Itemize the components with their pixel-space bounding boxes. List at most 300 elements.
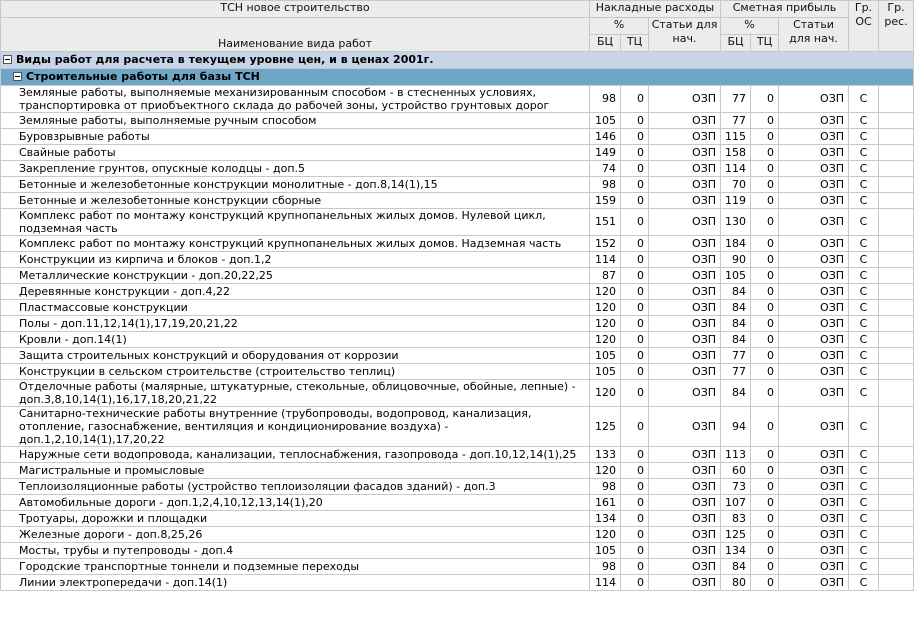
overhead-bc-cell[interactable]: 120 xyxy=(590,380,621,407)
gr-os-cell[interactable]: С xyxy=(849,407,879,447)
overhead-tc-cell[interactable]: 0 xyxy=(621,407,649,447)
gr-res-cell[interactable] xyxy=(879,113,914,129)
gr-os-cell[interactable]: С xyxy=(849,348,879,364)
gr-res-cell[interactable] xyxy=(879,129,914,145)
gr-os-cell[interactable]: С xyxy=(849,300,879,316)
overhead-articles-cell[interactable]: ОЗП xyxy=(649,284,721,300)
profit-bc-cell[interactable]: 84 xyxy=(721,316,751,332)
row-name[interactable]: Кровли - доп.14(1) xyxy=(1,332,590,348)
profit-bc-cell[interactable]: 125 xyxy=(721,527,751,543)
overhead-bc-cell[interactable]: 120 xyxy=(590,284,621,300)
overhead-tc-cell[interactable]: 0 xyxy=(621,252,649,268)
profit-tc-cell[interactable]: 0 xyxy=(751,479,779,495)
overhead-bc-cell[interactable]: 146 xyxy=(590,129,621,145)
overhead-articles-cell[interactable]: ОЗП xyxy=(649,479,721,495)
profit-tc-cell[interactable]: 0 xyxy=(751,284,779,300)
table-row[interactable] xyxy=(1,495,914,511)
row-name[interactable]: Комплекс работ по монтажу конструкций крупнопанельных жилых домов. Надземная часть xyxy=(1,236,590,252)
row-name[interactable]: Конструкции из кирпича и блоков - доп.1,2 xyxy=(1,252,590,268)
profit-articles-cell[interactable]: ОЗП xyxy=(779,380,849,407)
table-row[interactable] xyxy=(1,161,914,177)
profit-articles-cell[interactable]: ОЗП xyxy=(779,252,849,268)
gr-res-cell[interactable] xyxy=(879,447,914,463)
profit-tc-cell[interactable]: 0 xyxy=(751,559,779,575)
row-name[interactable]: Тротуары, дорожки и площадки xyxy=(1,511,590,527)
header-overhead-tc[interactable]: ТЦ xyxy=(621,35,649,52)
overhead-bc-cell[interactable]: 120 xyxy=(590,463,621,479)
row-name[interactable]: Полы - доп.11,12,14(1),17,19,20,21,22 xyxy=(1,316,590,332)
gr-res-cell[interactable] xyxy=(879,463,914,479)
profit-articles-cell[interactable]: ОЗП xyxy=(779,113,849,129)
gr-os-cell[interactable]: С xyxy=(849,527,879,543)
overhead-bc-cell[interactable]: 149 xyxy=(590,145,621,161)
table-row[interactable] xyxy=(1,527,914,543)
table-row[interactable] xyxy=(1,479,914,495)
gr-res-cell[interactable] xyxy=(879,380,914,407)
profit-bc-cell[interactable]: 107 xyxy=(721,495,751,511)
profit-bc-cell[interactable]: 84 xyxy=(721,284,751,300)
overhead-articles-cell[interactable]: ОЗП xyxy=(649,252,721,268)
table-row[interactable] xyxy=(1,252,914,268)
profit-tc-cell[interactable]: 0 xyxy=(751,113,779,129)
overhead-tc-cell[interactable]: 0 xyxy=(621,209,649,236)
gr-res-cell[interactable] xyxy=(879,236,914,252)
gr-os-cell[interactable]: С xyxy=(849,161,879,177)
overhead-tc-cell[interactable]: 0 xyxy=(621,145,649,161)
overhead-bc-cell[interactable]: 105 xyxy=(590,113,621,129)
gr-res-cell[interactable] xyxy=(879,511,914,527)
table-row[interactable] xyxy=(1,559,914,575)
profit-bc-cell[interactable]: 113 xyxy=(721,447,751,463)
row-name[interactable]: Пластмассовые конструкции xyxy=(1,300,590,316)
header-overhead-bc[interactable]: БЦ xyxy=(590,35,621,52)
row-name[interactable]: Бетонные и железобетонные конструкции сборные xyxy=(1,193,590,209)
gr-os-cell[interactable]: С xyxy=(849,145,879,161)
gr-res-cell[interactable] xyxy=(879,559,914,575)
overhead-articles-cell[interactable]: ОЗП xyxy=(649,447,721,463)
overhead-bc-cell[interactable]: 105 xyxy=(590,543,621,559)
gr-res-cell[interactable] xyxy=(879,495,914,511)
profit-bc-cell[interactable]: 114 xyxy=(721,161,751,177)
profit-tc-cell[interactable]: 0 xyxy=(751,348,779,364)
overhead-tc-cell[interactable]: 0 xyxy=(621,495,649,511)
gr-res-cell[interactable] xyxy=(879,527,914,543)
gr-os-cell[interactable]: С xyxy=(849,113,879,129)
profit-articles-cell[interactable]: ОЗП xyxy=(779,300,849,316)
gr-os-cell[interactable]: С xyxy=(849,575,879,591)
group-row[interactable] xyxy=(1,52,914,69)
overhead-bc-cell[interactable]: 105 xyxy=(590,348,621,364)
overhead-articles-cell[interactable]: ОЗП xyxy=(649,268,721,284)
profit-articles-cell[interactable]: ОЗП xyxy=(779,511,849,527)
overhead-bc-cell[interactable]: 159 xyxy=(590,193,621,209)
gr-os-cell[interactable]: С xyxy=(849,209,879,236)
gr-res-cell[interactable] xyxy=(879,161,914,177)
profit-tc-cell[interactable]: 0 xyxy=(751,364,779,380)
row-name[interactable]: Городские транспортные тоннели и подземные переходы xyxy=(1,559,590,575)
gr-res-cell[interactable] xyxy=(879,209,914,236)
row-name[interactable]: Магистральные и промысловые xyxy=(1,463,590,479)
gr-res-cell[interactable] xyxy=(879,193,914,209)
gr-os-cell[interactable]: С xyxy=(849,511,879,527)
overhead-tc-cell[interactable]: 0 xyxy=(621,161,649,177)
gr-res-cell[interactable] xyxy=(879,348,914,364)
gr-os-cell[interactable]: С xyxy=(849,332,879,348)
overhead-articles-cell[interactable]: ОЗП xyxy=(649,495,721,511)
overhead-tc-cell[interactable]: 0 xyxy=(621,129,649,145)
overhead-tc-cell[interactable]: 0 xyxy=(621,316,649,332)
table-row[interactable] xyxy=(1,177,914,193)
row-name[interactable]: Конструкции в сельском строительстве (строительство теплиц) xyxy=(1,364,590,380)
profit-bc-cell[interactable]: 134 xyxy=(721,543,751,559)
row-name[interactable]: Отделочные работы (малярные, штукатурные, стекольные, облицовочные, обойные, лепные) - доп.3,8,10,14(1),16,17,18,20,21,22 xyxy=(1,380,590,407)
overhead-bc-cell[interactable]: 98 xyxy=(590,479,621,495)
row-name[interactable]: Линии электропередачи - доп.14(1) xyxy=(1,575,590,591)
table-row[interactable] xyxy=(1,145,914,161)
overhead-bc-cell[interactable]: 161 xyxy=(590,495,621,511)
overhead-articles-cell[interactable]: ОЗП xyxy=(649,161,721,177)
row-name[interactable]: Земляные работы, выполняемые ручным способом xyxy=(1,113,590,129)
overhead-articles-cell[interactable]: ОЗП xyxy=(649,113,721,129)
row-name[interactable]: Свайные работы xyxy=(1,145,590,161)
profit-bc-cell[interactable]: 77 xyxy=(721,348,751,364)
group-label: Виды работ для расчета в текущем уровне цен, и в ценах 2001г. xyxy=(16,53,434,66)
row-name[interactable]: Санитарно-технические работы внутренние (трубопроводы, водопровод, канализация, отопление, газоснабжение, вентиляция и кондиционирование воздуха) - доп.1,2,10,14(1),17,20,22 xyxy=(1,407,590,447)
profit-tc-cell[interactable]: 0 xyxy=(751,129,779,145)
profit-bc-cell[interactable]: 77 xyxy=(721,113,751,129)
header-gr-res[interactable]: Гр. рес. xyxy=(879,1,914,52)
overhead-bc-cell[interactable]: 98 xyxy=(590,177,621,193)
gr-os-cell[interactable]: С xyxy=(849,543,879,559)
gr-res-cell[interactable] xyxy=(879,364,914,380)
gr-os-cell[interactable]: С xyxy=(849,177,879,193)
gr-res-cell[interactable] xyxy=(879,86,914,113)
overhead-bc-cell[interactable]: 105 xyxy=(590,364,621,380)
overhead-bc-cell[interactable]: 74 xyxy=(590,161,621,177)
overhead-articles-cell[interactable]: ОЗП xyxy=(649,463,721,479)
overhead-bc-cell[interactable]: 87 xyxy=(590,268,621,284)
table-row[interactable] xyxy=(1,447,914,463)
header-overhead-percent[interactable]: % xyxy=(590,18,649,35)
profit-bc-cell[interactable]: 77 xyxy=(721,364,751,380)
overhead-articles-cell[interactable]: ОЗП xyxy=(649,364,721,380)
profit-articles-cell[interactable]: ОЗП xyxy=(779,479,849,495)
overhead-bc-cell[interactable]: 98 xyxy=(590,559,621,575)
profit-articles-cell[interactable]: ОЗП xyxy=(779,209,849,236)
profit-bc-cell[interactable]: 80 xyxy=(721,575,751,591)
header-profit-tc[interactable]: ТЦ xyxy=(751,35,779,52)
overhead-articles-cell[interactable]: ОЗП xyxy=(649,209,721,236)
row-name[interactable]: Деревянные конструкции - доп.4,22 xyxy=(1,284,590,300)
table-row[interactable] xyxy=(1,129,914,145)
overhead-tc-cell[interactable]: 0 xyxy=(621,193,649,209)
overhead-tc-cell[interactable]: 0 xyxy=(621,113,649,129)
profit-tc-cell[interactable]: 0 xyxy=(751,145,779,161)
profit-articles-cell[interactable]: ОЗП xyxy=(779,495,849,511)
profit-tc-cell[interactable]: 0 xyxy=(751,511,779,527)
table-row[interactable] xyxy=(1,407,914,447)
table-row[interactable] xyxy=(1,86,914,113)
profit-bc-cell[interactable]: 84 xyxy=(721,300,751,316)
profit-articles-cell[interactable]: ОЗП xyxy=(779,268,849,284)
gr-os-cell[interactable]: С xyxy=(849,479,879,495)
profit-tc-cell[interactable]: 0 xyxy=(751,527,779,543)
profit-bc-cell[interactable]: 60 xyxy=(721,463,751,479)
row-name[interactable]: Бетонные и железобетонные конструкции монолитные - доп.8,14(1),15 xyxy=(1,177,590,193)
profit-articles-cell[interactable]: ОЗП xyxy=(779,236,849,252)
overhead-tc-cell[interactable]: 0 xyxy=(621,527,649,543)
profit-articles-cell[interactable]: ОЗП xyxy=(779,527,849,543)
table-row[interactable] xyxy=(1,193,914,209)
profit-articles-cell[interactable]: ОЗП xyxy=(779,161,849,177)
gr-os-cell[interactable]: С xyxy=(849,268,879,284)
gr-os-cell[interactable]: С xyxy=(849,380,879,407)
overhead-articles-cell[interactable]: ОЗП xyxy=(649,511,721,527)
gr-os-cell[interactable]: С xyxy=(849,447,879,463)
gr-res-cell[interactable] xyxy=(879,300,914,316)
profit-bc-cell[interactable]: 84 xyxy=(721,380,751,407)
profit-bc-cell[interactable]: 73 xyxy=(721,479,751,495)
gr-os-cell[interactable]: С xyxy=(849,252,879,268)
header-gr-os[interactable]: Гр. ОС xyxy=(849,1,879,52)
row-name[interactable]: Буровзрывные работы xyxy=(1,129,590,145)
row-name[interactable]: Защита строительных конструкций и оборудования от коррозии xyxy=(1,348,590,364)
profit-bc-cell[interactable]: 105 xyxy=(721,268,751,284)
overhead-articles-cell[interactable]: ОЗП xyxy=(649,575,721,591)
overhead-articles-cell[interactable]: ОЗП xyxy=(649,129,721,145)
gr-res-cell[interactable] xyxy=(879,177,914,193)
gr-res-cell[interactable] xyxy=(879,407,914,447)
overhead-bc-cell[interactable]: 120 xyxy=(590,316,621,332)
subgroup-row[interactable] xyxy=(1,69,914,86)
table-row[interactable] xyxy=(1,209,914,236)
profit-articles-cell[interactable]: ОЗП xyxy=(779,193,849,209)
overhead-tc-cell[interactable]: 0 xyxy=(621,447,649,463)
overhead-bc-cell[interactable]: 151 xyxy=(590,209,621,236)
overhead-tc-cell[interactable]: 0 xyxy=(621,559,649,575)
gr-os-cell[interactable]: С xyxy=(849,193,879,209)
profit-articles-cell[interactable]: ОЗП xyxy=(779,332,849,348)
table-row[interactable] xyxy=(1,511,914,527)
profit-articles-cell[interactable]: ОЗП xyxy=(779,364,849,380)
overhead-articles-cell[interactable]: ОЗП xyxy=(649,86,721,113)
header-profit-percent[interactable]: % xyxy=(721,18,779,35)
gr-os-cell[interactable]: С xyxy=(849,463,879,479)
table-row[interactable] xyxy=(1,380,914,407)
profit-tc-cell[interactable]: 0 xyxy=(751,463,779,479)
profit-articles-cell[interactable]: ОЗП xyxy=(779,284,849,300)
profit-tc-cell[interactable]: 0 xyxy=(751,447,779,463)
profit-tc-cell[interactable]: 0 xyxy=(751,407,779,447)
profit-articles-cell[interactable]: ОЗП xyxy=(779,86,849,113)
gr-os-cell[interactable]: С xyxy=(849,559,879,575)
overhead-tc-cell[interactable]: 0 xyxy=(621,364,649,380)
header-profit-articles[interactable]: Статьи для нач. xyxy=(779,18,849,52)
header-profit-bc[interactable]: БЦ xyxy=(721,35,751,52)
overhead-articles-cell[interactable]: ОЗП xyxy=(649,527,721,543)
overhead-tc-cell[interactable]: 0 xyxy=(621,543,649,559)
overhead-tc-cell[interactable]: 0 xyxy=(621,177,649,193)
profit-articles-cell[interactable]: ОЗП xyxy=(779,543,849,559)
overhead-tc-cell[interactable]: 0 xyxy=(621,86,649,113)
overhead-articles-cell[interactable]: ОЗП xyxy=(649,348,721,364)
table-row[interactable] xyxy=(1,316,914,332)
gr-res-cell[interactable] xyxy=(879,316,914,332)
gr-res-cell[interactable] xyxy=(879,332,914,348)
table-row[interactable] xyxy=(1,575,914,591)
overhead-tc-cell[interactable]: 0 xyxy=(621,300,649,316)
profit-bc-cell[interactable]: 90 xyxy=(721,252,751,268)
profit-bc-cell[interactable]: 130 xyxy=(721,209,751,236)
overhead-tc-cell[interactable]: 0 xyxy=(621,348,649,364)
profit-bc-cell[interactable]: 84 xyxy=(721,559,751,575)
gr-os-cell[interactable]: С xyxy=(849,364,879,380)
gr-os-cell[interactable]: С xyxy=(849,129,879,145)
profit-articles-cell[interactable]: ОЗП xyxy=(779,316,849,332)
profit-tc-cell[interactable]: 0 xyxy=(751,543,779,559)
overhead-tc-cell[interactable]: 0 xyxy=(621,511,649,527)
overhead-bc-cell[interactable]: 120 xyxy=(590,527,621,543)
header-name[interactable]: Наименование вида работ xyxy=(1,18,590,52)
profit-tc-cell[interactable]: 0 xyxy=(751,380,779,407)
overhead-tc-cell[interactable]: 0 xyxy=(621,236,649,252)
table-row[interactable] xyxy=(1,236,914,252)
profit-tc-cell[interactable]: 0 xyxy=(751,575,779,591)
table-row[interactable] xyxy=(1,364,914,380)
row-name[interactable]: Мосты, трубы и путепроводы - доп.4 xyxy=(1,543,590,559)
profit-bc-cell[interactable]: 70 xyxy=(721,177,751,193)
table-header xyxy=(1,1,914,52)
gr-res-cell[interactable] xyxy=(879,268,914,284)
profit-bc-cell[interactable]: 115 xyxy=(721,129,751,145)
gr-os-cell[interactable]: С xyxy=(849,316,879,332)
gr-os-cell[interactable]: С xyxy=(849,86,879,113)
overhead-articles-cell[interactable]: ОЗП xyxy=(649,300,721,316)
gr-res-cell[interactable] xyxy=(879,252,914,268)
profit-articles-cell[interactable]: ОЗП xyxy=(779,463,849,479)
profit-tc-cell[interactable]: 0 xyxy=(751,193,779,209)
profit-articles-cell[interactable]: ОЗП xyxy=(779,575,849,591)
table-row[interactable] xyxy=(1,543,914,559)
header-profit[interactable]: Сметная прибыль xyxy=(721,1,849,18)
profit-bc-cell[interactable]: 119 xyxy=(721,193,751,209)
gr-res-cell[interactable] xyxy=(879,575,914,591)
overhead-tc-cell[interactable]: 0 xyxy=(621,575,649,591)
row-name[interactable]: Железные дороги - доп.8,25,26 xyxy=(1,527,590,543)
profit-tc-cell[interactable]: 0 xyxy=(751,316,779,332)
overhead-tc-cell[interactable]: 0 xyxy=(621,463,649,479)
header-overhead[interactable]: Накладные расходы xyxy=(590,1,721,18)
overhead-bc-cell[interactable]: 120 xyxy=(590,332,621,348)
row-name[interactable]: Земляные работы, выполняемые механизированным способом - в стесненных условиях, транспортировка от приобъектного склада до рабочей зоны, устройство грунтовых дорог xyxy=(1,86,590,113)
profit-articles-cell[interactable]: ОЗП xyxy=(779,348,849,364)
collapse-icon[interactable] xyxy=(3,55,12,64)
overhead-articles-cell[interactable]: ОЗП xyxy=(649,407,721,447)
overhead-tc-cell[interactable]: 0 xyxy=(621,380,649,407)
profit-articles-cell[interactable]: ОЗП xyxy=(779,129,849,145)
profit-tc-cell[interactable]: 0 xyxy=(751,332,779,348)
overhead-bc-cell[interactable]: 152 xyxy=(590,236,621,252)
profit-bc-cell[interactable]: 158 xyxy=(721,145,751,161)
overhead-bc-cell[interactable]: 120 xyxy=(590,300,621,316)
profit-tc-cell[interactable]: 0 xyxy=(751,268,779,284)
overhead-articles-cell[interactable]: ОЗП xyxy=(649,380,721,407)
gr-os-cell[interactable]: С xyxy=(849,236,879,252)
row-name[interactable]: Закрепление грунтов, опускные колодцы - доп.5 xyxy=(1,161,590,177)
table-row[interactable] xyxy=(1,300,914,316)
table-row[interactable] xyxy=(1,268,914,284)
profit-tc-cell[interactable]: 0 xyxy=(751,495,779,511)
header-overhead-articles[interactable]: Статьи для нач. xyxy=(649,18,721,52)
overhead-bc-cell[interactable]: 134 xyxy=(590,511,621,527)
profit-articles-cell[interactable]: ОЗП xyxy=(779,407,849,447)
profit-articles-cell[interactable]: ОЗП xyxy=(779,145,849,161)
overhead-tc-cell[interactable]: 0 xyxy=(621,479,649,495)
profit-tc-cell[interactable]: 0 xyxy=(751,300,779,316)
overhead-articles-cell[interactable]: ОЗП xyxy=(649,543,721,559)
profit-tc-cell[interactable]: 0 xyxy=(751,161,779,177)
header-title[interactable]: ТСН новое строительство xyxy=(1,1,590,18)
profit-tc-cell[interactable]: 0 xyxy=(751,236,779,252)
row-name[interactable]: Наружные сети водопровода, канализации, теплоснабжения, газопровода - доп.10,12,14(1),25 xyxy=(1,447,590,463)
overhead-articles-cell[interactable]: ОЗП xyxy=(649,332,721,348)
overhead-articles-cell[interactable]: ОЗП xyxy=(649,316,721,332)
overhead-tc-cell[interactable]: 0 xyxy=(621,268,649,284)
overhead-bc-cell[interactable]: 125 xyxy=(590,407,621,447)
profit-bc-cell[interactable]: 184 xyxy=(721,236,751,252)
collapse-icon[interactable] xyxy=(13,72,22,81)
table-row[interactable] xyxy=(1,284,914,300)
overhead-bc-cell[interactable]: 114 xyxy=(590,252,621,268)
overhead-bc-cell[interactable]: 114 xyxy=(590,575,621,591)
profit-bc-cell[interactable]: 77 xyxy=(721,86,751,113)
overhead-bc-cell[interactable]: 133 xyxy=(590,447,621,463)
overhead-tc-cell[interactable]: 0 xyxy=(621,284,649,300)
row-name[interactable]: Теплоизоляционные работы (устройство теплоизоляции фасадов зданий) - доп.3 xyxy=(1,479,590,495)
profit-tc-cell[interactable]: 0 xyxy=(751,252,779,268)
profit-tc-cell[interactable]: 0 xyxy=(751,86,779,113)
overhead-bc-cell[interactable]: 98 xyxy=(590,86,621,113)
gr-res-cell[interactable] xyxy=(879,543,914,559)
profit-articles-cell[interactable]: ОЗП xyxy=(779,447,849,463)
profit-bc-cell[interactable]: 83 xyxy=(721,511,751,527)
gr-res-cell[interactable] xyxy=(879,479,914,495)
overhead-tc-cell[interactable]: 0 xyxy=(621,332,649,348)
profit-bc-cell[interactable]: 84 xyxy=(721,332,751,348)
profit-bc-cell[interactable]: 94 xyxy=(721,407,751,447)
row-name[interactable]: Металлические конструкции - доп.20,22,25 xyxy=(1,268,590,284)
profit-tc-cell[interactable]: 0 xyxy=(751,177,779,193)
gr-os-cell[interactable]: С xyxy=(849,284,879,300)
table-row[interactable] xyxy=(1,113,914,129)
gr-res-cell[interactable] xyxy=(879,284,914,300)
row-name[interactable]: Автомобильные дороги - доп.1,2,4,10,12,13,14(1),20 xyxy=(1,495,590,511)
gr-os-cell[interactable]: С xyxy=(849,495,879,511)
overhead-articles-cell[interactable]: ОЗП xyxy=(649,193,721,209)
table-row[interactable] xyxy=(1,463,914,479)
overhead-articles-cell[interactable]: ОЗП xyxy=(649,236,721,252)
overhead-articles-cell[interactable]: ОЗП xyxy=(649,177,721,193)
profit-articles-cell[interactable]: ОЗП xyxy=(779,177,849,193)
gr-res-cell[interactable] xyxy=(879,145,914,161)
row-name[interactable]: Комплекс работ по монтажу конструкций крупнопанельных жилых домов. Нулевой цикл, подземная часть xyxy=(1,209,590,236)
table-row[interactable] xyxy=(1,348,914,364)
overhead-articles-cell[interactable]: ОЗП xyxy=(649,559,721,575)
profit-tc-cell[interactable]: 0 xyxy=(751,209,779,236)
profit-articles-cell[interactable]: ОЗП xyxy=(779,559,849,575)
table-row[interactable] xyxy=(1,332,914,348)
overhead-articles-cell[interactable]: ОЗП xyxy=(649,145,721,161)
